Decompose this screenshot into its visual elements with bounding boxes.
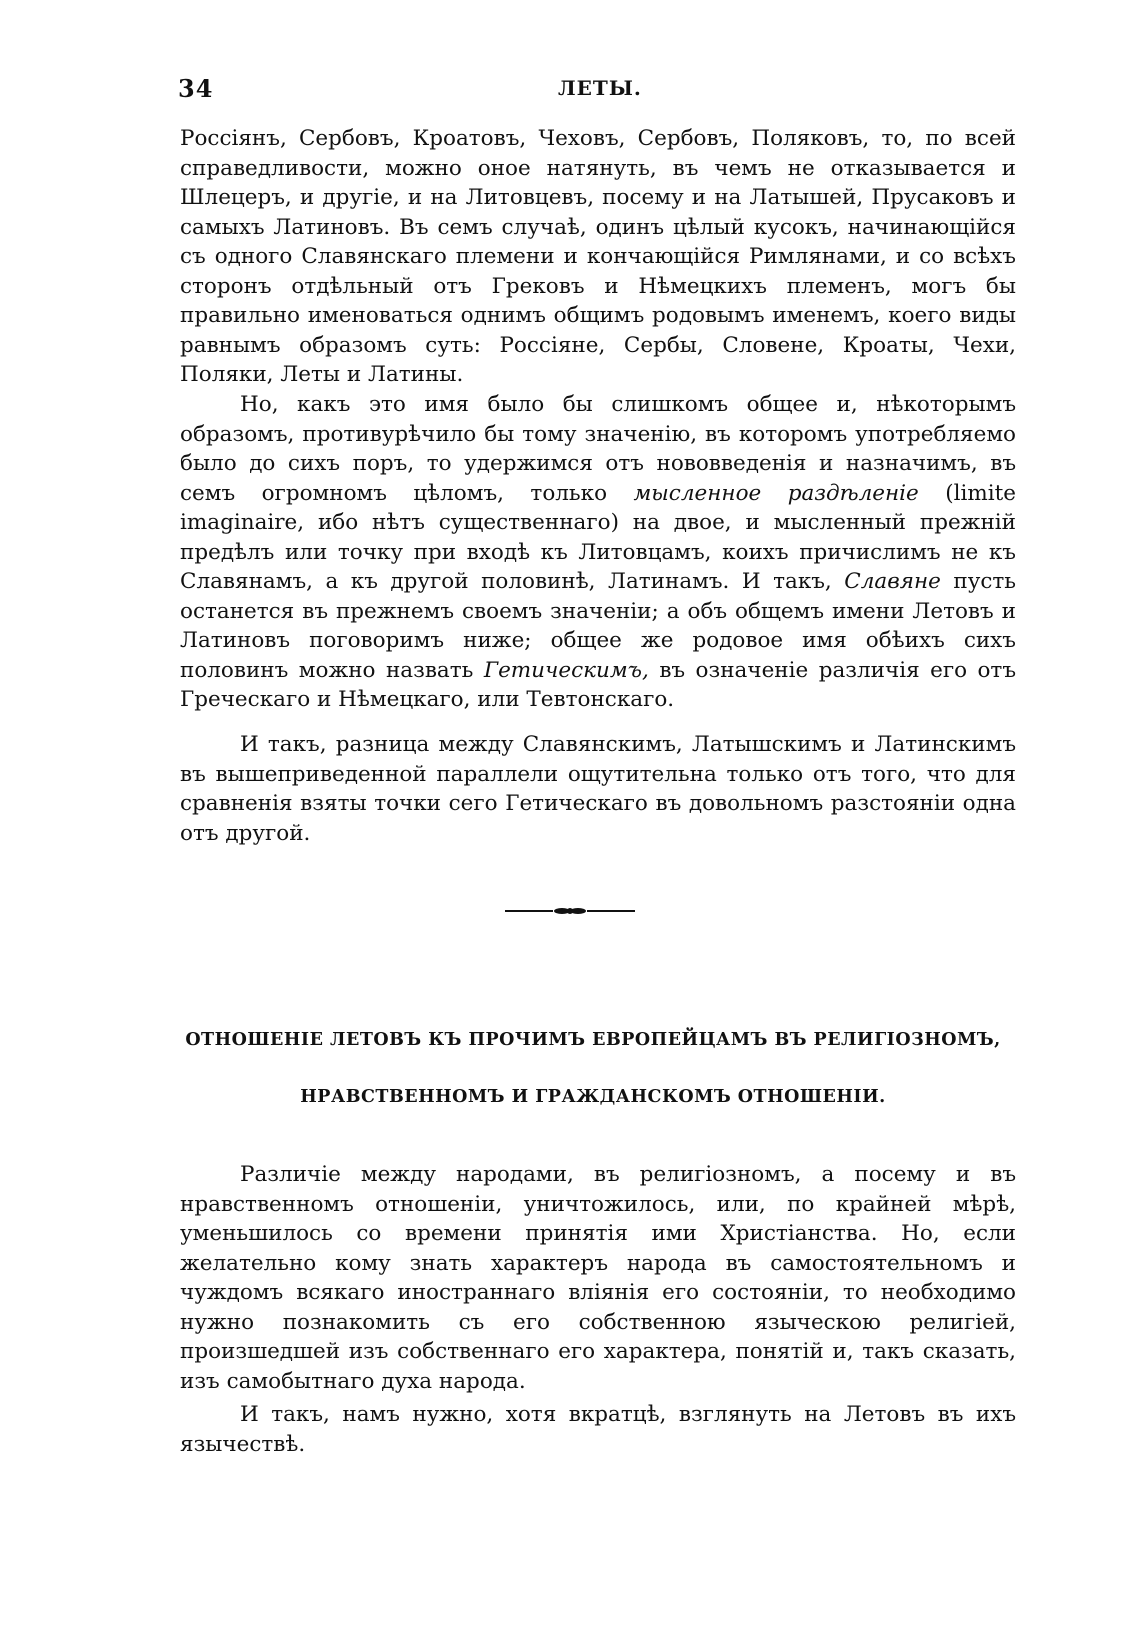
paragraph-2-italic-getic: Гетическимъ,	[483, 657, 649, 683]
section-heading-line-1: ОТНОШЕНІЕ ЛЕТОВЪ КЪ ПРОЧИМЪ ЕВРОПЕЙЦАМЪ ВЪ РЕЛИГІОЗНОМЪ,	[185, 1030, 1001, 1050]
paragraph-2-italic-mental-division: мысленное раздѣленіе	[633, 480, 919, 506]
paragraph-2-italic-slavs: Славяне	[844, 569, 941, 594]
paragraph-2-part-c: (limite imaginaire, ибо нѣтъ существеннаго) на двое, и мысленный прежній предѣлъ или точку при входѣ къ Литовцамъ, коихъ причислимъ не къ Славянамъ, а къ другой половинѣ, Латинамъ. И такъ,	[180, 480, 1017, 594]
paragraph-1	[180, 124, 1016, 390]
section-divider-ornament	[505, 905, 635, 917]
section-heading-line-2: НРАВСТВЕННОМЪ И ГРАЖДАНСКОМЪ ОТНОШЕНІИ.	[300, 1087, 886, 1107]
paragraph-4-text: Различіе между народами, въ религіозномъ, а посему и въ нравственномъ отношеніи, уничтожилось, или, по крайней мѣрѣ, уменьшилось со времени принятія ими Христіанства. Но, если желательно кому знать характеръ народа въ самостоятельномъ и чуждомъ всякаго иностраннаго вліянія его состояніи, то необходимо нужно познакомить съ его собственною языческою религіей, произшедшей изъ собственнаго его характера, понятій и, такъ сказать, изъ самобытнаго духа народа.	[180, 1162, 1016, 1394]
paragraph-3-text: И такъ, разница между Славянскимъ, Латышскимъ и Латинскимъ въ вышеприведенной параллели ощутительна только отъ того, что для сравненія взяты точки сего Гетическаго въ довольномъ разстояніи одна отъ другой.	[180, 732, 1016, 846]
page-number: 34	[178, 74, 214, 103]
paragraph-2-part-g: въ означеніе различія его отъ Греческаго и Нѣмецкаго, или Тевтонскаго.	[180, 657, 1017, 712]
paragraph-5	[180, 1400, 1016, 1459]
paragraph-5-text: И такъ, намъ нужно, хотя вкратцѣ, взглянуть на Летовъ въ ихъ язычествѣ.	[180, 1402, 1016, 1457]
paragraph-2-part-a: Но, какъ это имя было бы слишкомъ общее и, нѣкоторымъ образомъ, противурѣчило бы тому значенію, въ которомъ употребляемо было до сихъ поръ, то удержимся отъ нововведенія и назначимъ, въ семъ огромномъ цѣломъ, только	[180, 392, 1016, 506]
running-head	[178, 74, 1018, 108]
paragraph-2-part-e: пусть останется въ прежнемъ своемъ значеніи; а объ общемъ имени Летовъ и Латиновъ поговоримъ ниже; общее же родовое имя обѣихъ сихъ половинъ можно назвать	[180, 569, 1016, 683]
paragraph-2-text	[180, 390, 1016, 715]
running-title: ЛЕТЫ.	[558, 76, 642, 100]
paragraph-2	[180, 390, 1016, 715]
paragraph-3	[180, 730, 1016, 848]
paragraph-4	[180, 1160, 1016, 1396]
paragraph-1-text: Россіянъ, Сербовъ, Кроатовъ, Чеховъ, Сербовъ, Поляковъ, то, по всей справедливости, можно оное натянуть, въ чемъ не отказывается и Шлецеръ, и другіе, и на Литовцевъ, посему и на Латышей, Прусаковъ и самыхъ Латиновъ. Въ семъ случаѣ, одинъ цѣлый кусокъ, начинающійся съ одного Славянскаго племени и кончающійся Римлянами, и со всѣхъ сторонъ отдѣльный отъ Грековъ и Нѣмецкихъ племенъ, могъ бы правильно именоваться однимъ общимъ родовымъ именемъ, коего виды равнымъ образомъ суть: Россіяне, Сербы, Словене, Кроаты, Чехи, Поляки, Леты и Латины.	[180, 126, 1016, 387]
